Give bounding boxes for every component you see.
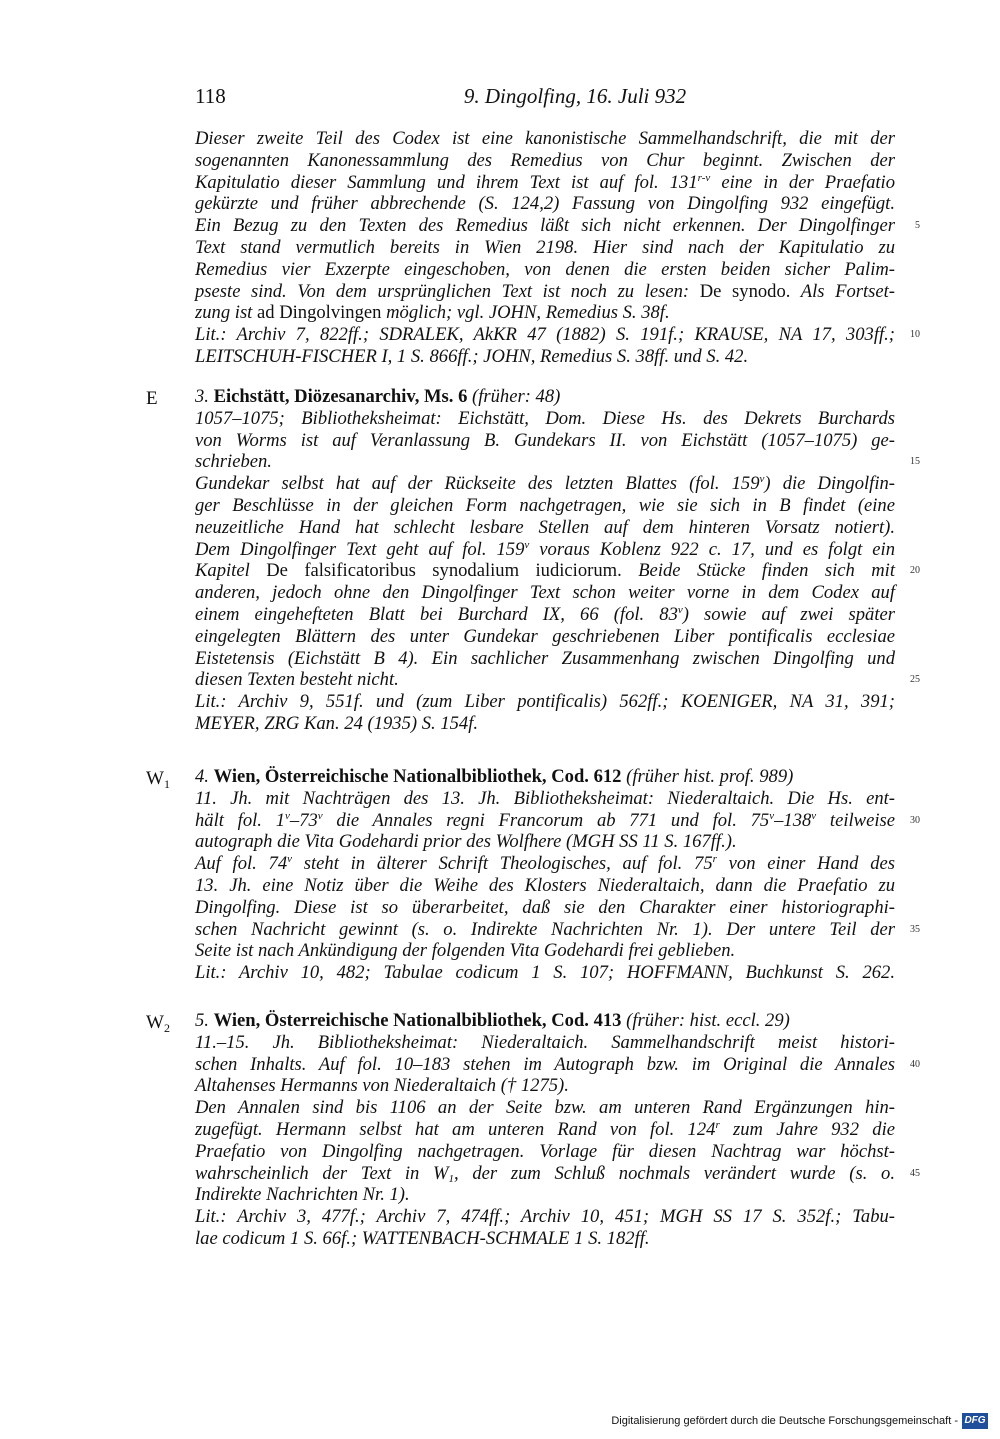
- dfg-logo: DFG: [962, 1413, 988, 1429]
- text-line: Ein Bezug zu den Texten des Remedius läßt sich nicht erkennen. Der Dingolfinger 5: [195, 215, 920, 237]
- text-line: schen Nachricht gewinnt (s. o. Indirekte Nachrichten Nr. 1). Der untere Teil der 35: [195, 918, 920, 940]
- text-line: ger Beschlüsse in der gleichen Form nachgetragen, wie sie sich in B findet (eine: [195, 494, 895, 516]
- text-line: 1057–1075; Bibliotheksheimat: Eichstätt, Dom. Diese Hs. des Dekrets Burchards: [195, 407, 895, 429]
- text-line: diesen Texten besteht nicht. 25: [195, 669, 920, 691]
- text-line: wahrscheinlich der Text in $W_1$, der zum Schluß nochmals verändert wurde (s. o. 45: [195, 1162, 920, 1185]
- siglum: E: [146, 388, 158, 409]
- text-line: Dingolfing. Diese ist so überarbeitet, daß sie den Charakter einer historiographi-: [195, 896, 895, 918]
- text-line: LEITSCHUH-FISCHER I, 1 S. 866ff.; JOHN, Remedius S. 38ff. und S. 42.: [195, 345, 749, 367]
- text-line: Den Annalen sind bis 1106 an der Seite bzw. am unteren Rand Ergänzungen hin-: [195, 1097, 895, 1119]
- text-line: zung ist ad Dingolvingen möglich; vgl. JOHN, Remedius S. 38f.: [195, 302, 670, 324]
- page-header: [195, 84, 895, 114]
- line-number: 45: [910, 1167, 920, 1179]
- line-number: 25: [910, 674, 920, 686]
- text-line: Kapitel De falsificatoribus synodalium iudiciorum. Beide Stücke finden sich mit 20: [195, 560, 920, 582]
- text-line: zugefügt. Hermann selbst hat am unteren Rand von fol. 124$^r$ zum Jahre 932 die: [195, 1118, 895, 1140]
- text-line: neuzeitliche Hand hat schlecht lesbare Stellen auf dem hinteren Vorsatz notiert).: [195, 516, 895, 538]
- line-number: 35: [910, 923, 920, 935]
- text-line: Eistetensis (Eichstätt B 4). Ein sachlicher Zusammenhang zwischen Dingolfing und: [195, 647, 895, 669]
- manuscript-entry-e: [195, 386, 920, 735]
- page-number: 118: [195, 84, 226, 108]
- line-number: 40: [910, 1058, 920, 1070]
- text-line: sogenannten Kanonessammlung des Remedius von Chur beginnt. Zwischen der: [195, 149, 895, 171]
- entry-heading: 4. Wien, Österreichische Nationalbibliothek, Cod. 612 (früher hist. prof. 989): [195, 766, 794, 787]
- text-line: Lit.: Archiv 3, 477f.; Archiv 7, 474ff.; Archiv 10, 451; MGH SS 17 S. 352f.; Tabu-: [195, 1206, 895, 1228]
- entry-heading: 3. Eichstätt, Diözesanarchiv, Ms. 6 (früher: 48): [195, 386, 561, 407]
- text-line: von Worms ist auf Veranlassung B. Gundekars II. von Eichstätt (1057–1075) ge-: [195, 429, 895, 451]
- text-line: Lit.: Archiv 10, 482; Tabulae codicum 1 S. 107; HOFFMANN, Buchkunst S. 262.: [195, 962, 895, 984]
- text-line: Text stand vermutlich bereits in Wien 2198. Hier sind nach der Kapitulatio zu: [195, 236, 895, 258]
- text-line: Gundekar selbst hat auf der Rückseite des letzten Blattes (fol. 159$^v$) die Dingolfin-: [195, 473, 895, 495]
- text-line: Altahenses Hermanns von Niederaltaich († 1275).: [195, 1075, 569, 1097]
- text-line: Dieser zweite Teil des Codex ist eine kanonistische Sammelhandschrift, die mit der: [195, 128, 895, 149]
- text-line: hält fol. 1$^v$–73$^v$ die Annales regni Francorum ab 771 und fol. 75$^v$–138$^v$ teilweise 30: [195, 809, 920, 831]
- entry-heading: 5. Wien, Österreichische Nationalbibliothek, Cod. 413 (früher: hist. eccl. 29): [195, 1010, 790, 1031]
- siglum: $W_1$: [146, 768, 170, 791]
- line-number: 10: [910, 329, 920, 341]
- text-line: schrieben. 15: [195, 451, 920, 473]
- text-line: 11. Jh. mit Nachträgen des 13. Jh. Bibliotheksheimat: Niederaltaich. Die Hs. ent-: [195, 787, 895, 809]
- text-line: Lit.: Archiv 9, 551f. und (zum Liber pontificalis) 562ff.; KOENIGER, NA 31, 391;: [195, 691, 895, 713]
- text-line: eingelegten Blättern des unter Gundekar geschriebenen Liber pontificalis ecclesiae: [195, 625, 895, 647]
- text-line: Lit.: Archiv 7, 822ff.; SDRALEK, AkKR 47 (1882) S. 191f.; KRAUSE, NA 17, 303ff.; 10: [195, 324, 920, 346]
- text-line: anderen, jedoch ohne den Dingolfinger Text schon weiter vorne in dem Codex auf: [195, 582, 895, 604]
- text-line: MEYER, ZRG Kan. 24 (1935) S. 154f.: [195, 712, 479, 734]
- text-line: Praefatio von Dingolfing nachgetragen. Vorlage für diesen Nachtrag war höchst-: [195, 1140, 895, 1162]
- text-line: Indirekte Nachrichten Nr. 1).: [195, 1184, 410, 1206]
- text-line: Remedius vier Exzerpte eingeschoben, von denen die ersten beiden sicher Palim-: [195, 258, 895, 280]
- line-number: 5: [915, 220, 920, 232]
- funding-note: Digitalisierung gefördert durch die Deutsche Forschungsgemeinschaft -: [611, 1415, 958, 1427]
- manuscript-entry-w1: [195, 766, 920, 984]
- text-line: 11.–15. Jh. Bibliotheksheimat: Niederaltaich. Sammelhandschrift meist histori-: [195, 1031, 895, 1053]
- text-line: lae codicum 1 S. 66f.; WATTENBACH-SCHMALE 1 S. 182ff.: [195, 1227, 650, 1249]
- running-title: 9. Dingolfing, 16. Juli 932: [463, 84, 687, 108]
- text-line: schen Inhalts. Auf fol. 10–183 stehen im Autograph bzw. im Original die Annales 40: [195, 1053, 920, 1075]
- manuscript-entry-w2: [195, 1010, 920, 1250]
- text-line: 13. Jh. eine Notiz über die Weihe des Klosters Niederaltaich, dann die Praefatio zu: [195, 874, 895, 896]
- line-number: 15: [910, 456, 920, 468]
- text-line: Auf fol. 74$^v$ steht in älterer Schrift Theologisches, auf fol. 75$^r$ von einer Hand des: [195, 853, 895, 875]
- line-number: 20: [910, 565, 920, 577]
- siglum: $W_2$: [146, 1012, 170, 1035]
- text-line: Kapitulatio dieser Sammlung und ihrem Text ist auf fol. 131$^{r-v}$ eine in der Praefatio: [195, 171, 895, 193]
- text-line: gekürzte und früher abbrechende (S. 124,2) Fassung von Dingolfing 932 eingefügt.: [195, 193, 895, 215]
- text-line: autograph die Vita Godehardi prior des Wolfhere (MGH SS 11 S. 167ff.).: [195, 831, 737, 853]
- line-number: 30: [910, 814, 920, 826]
- text-line: pseste sind. Von dem ursprünglichen Text ist noch zu lesen: De synodo. Als Fortset-: [195, 280, 896, 302]
- text-line: einem eingehefteten Blatt bei Burchard IX, 66 (fol. 83$^v$) sowie auf zwei später: [195, 603, 895, 625]
- text-line: Dem Dingolfinger Text geht auf fol. 159$^v$ voraus Koblenz 922 c. 17, und es folgt ein: [195, 538, 895, 560]
- text-line: Seite ist nach Ankündigung der folgenden Vita Godehardi frei geblieben.: [195, 940, 736, 962]
- intro-paragraph: [195, 128, 920, 368]
- footer: [611, 1411, 988, 1431]
